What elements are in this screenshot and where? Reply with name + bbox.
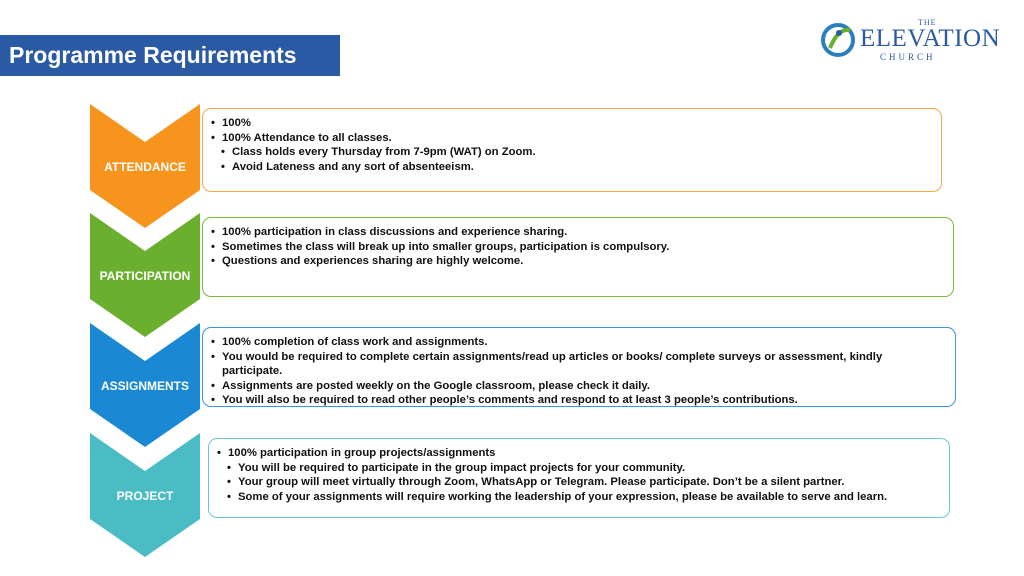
section-label: PROJECT <box>116 489 174 503</box>
bullet-item: • Sometimes the class will break up into smaller groups, participation is compulsory. <box>211 240 943 255</box>
bullet-item: • You will also be required to read other people’s comments and respond to at least 3 people’s contributions. <box>211 393 945 408</box>
section-details-box <box>208 438 950 518</box>
bullet-list <box>217 446 939 504</box>
section-label: ATTENDANCE <box>104 160 186 174</box>
slide-title: Programme Requirements <box>0 35 340 76</box>
section-label: PARTICIPATION <box>99 269 191 283</box>
bullet-list <box>211 335 945 408</box>
bullet-item: • Some of your assignments will require working the leadership of your expression, please be available to serve and learn. <box>227 490 939 505</box>
section-details-box <box>202 217 954 297</box>
logo-name: ELEVATION <box>860 25 1001 52</box>
bullet-item: • You would be required to complete certain assignments/read up articles or books/ complete surveys or assessment, kindly participate. <box>211 350 945 379</box>
bullet-item: • 100% participation in class discussions and experience sharing. <box>211 225 943 240</box>
bullet-list <box>211 225 943 269</box>
bullet-item: • You will be required to participate in the group impact projects for your community. <box>227 461 939 476</box>
bullet-item: • Questions and experiences sharing are highly welcome. <box>211 254 943 269</box>
logo-emblem-icon <box>820 20 858 60</box>
church-logo <box>820 18 1000 66</box>
section-details-box <box>202 327 956 407</box>
bullet-item: • 100% participation in group projects/assignments <box>217 446 939 461</box>
logo-church: CHURCH <box>880 52 936 62</box>
bullet-item: • 100% completion of class work and assignments. <box>211 335 945 350</box>
bullet-item: • 100% <box>211 116 931 131</box>
section-details-box <box>202 108 942 192</box>
bullet-item: • Class holds every Thursday from 7-9pm (WAT) on Zoom. <box>221 145 931 160</box>
bullet-item: • Assignments are posted weekly on the Google classroom, please check it daily. <box>211 379 945 394</box>
section-label: ASSIGNMENTS <box>100 379 189 393</box>
bullet-item: • Avoid Lateness and any sort of absenteeism. <box>221 160 931 175</box>
bullet-item: • 100% Attendance to all classes. <box>211 131 931 146</box>
bullet-item: • Your group will meet virtually through Zoom, WhatsApp or Telegram. Please participate. Don’t be a silent partner. <box>227 475 939 490</box>
logo-the: THE <box>918 18 937 27</box>
bullet-list <box>211 116 931 174</box>
